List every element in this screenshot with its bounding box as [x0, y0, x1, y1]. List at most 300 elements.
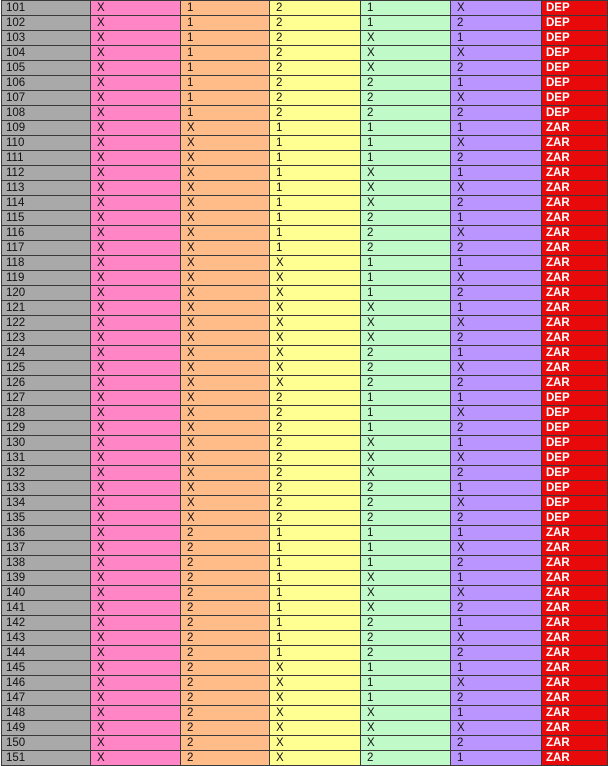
result-cell[interactable]: DEP [542, 421, 608, 436]
row-id-cell[interactable]: 118 [2, 256, 91, 271]
result-cell[interactable]: ZAR [542, 736, 608, 751]
col-e-cell[interactable]: X [451, 451, 542, 466]
col-c-cell[interactable]: X [270, 676, 361, 691]
col-a-cell[interactable]: X [91, 226, 181, 241]
col-a-cell[interactable]: X [91, 166, 181, 181]
col-d-cell[interactable]: 1 [361, 406, 451, 421]
row-id-cell[interactable]: 125 [2, 361, 91, 376]
col-a-cell[interactable]: X [91, 136, 181, 151]
result-cell[interactable]: ZAR [542, 616, 608, 631]
col-e-cell[interactable]: X [451, 46, 542, 61]
row-id-cell[interactable]: 102 [2, 16, 91, 31]
col-c-cell[interactable]: X [270, 331, 361, 346]
col-b-cell[interactable]: X [181, 256, 270, 271]
col-d-cell[interactable]: X [361, 736, 451, 751]
col-b-cell[interactable]: X [181, 136, 270, 151]
col-e-cell[interactable]: X [451, 271, 542, 286]
result-cell[interactable]: ZAR [542, 166, 608, 181]
col-a-cell[interactable]: X [91, 601, 181, 616]
result-cell[interactable]: ZAR [542, 301, 608, 316]
result-cell[interactable]: ZAR [542, 211, 608, 226]
col-b-cell[interactable]: 2 [181, 571, 270, 586]
col-b-cell[interactable]: X [181, 331, 270, 346]
col-a-cell[interactable]: X [91, 556, 181, 571]
col-e-cell[interactable]: X [451, 91, 542, 106]
col-d-cell[interactable]: 2 [361, 481, 451, 496]
col-d-cell[interactable]: X [361, 46, 451, 61]
col-a-cell[interactable]: X [91, 241, 181, 256]
result-cell[interactable]: ZAR [542, 241, 608, 256]
col-b-cell[interactable]: X [181, 151, 270, 166]
col-d-cell[interactable]: 1 [361, 121, 451, 136]
col-e-cell[interactable]: 2 [451, 556, 542, 571]
col-b-cell[interactable]: X [181, 436, 270, 451]
col-b-cell[interactable]: X [181, 391, 270, 406]
col-b-cell[interactable]: X [181, 511, 270, 526]
col-c-cell[interactable]: 2 [270, 91, 361, 106]
col-d-cell[interactable]: 2 [361, 631, 451, 646]
col-d-cell[interactable]: X [361, 331, 451, 346]
col-c-cell[interactable]: 2 [270, 466, 361, 481]
col-e-cell[interactable]: 2 [451, 286, 542, 301]
row-id-cell[interactable]: 130 [2, 436, 91, 451]
col-e-cell[interactable]: X [451, 631, 542, 646]
result-cell[interactable]: DEP [542, 46, 608, 61]
col-c-cell[interactable]: 2 [270, 46, 361, 61]
col-b-cell[interactable]: X [181, 121, 270, 136]
col-a-cell[interactable]: X [91, 61, 181, 76]
col-a-cell[interactable]: X [91, 286, 181, 301]
row-id-cell[interactable]: 137 [2, 541, 91, 556]
col-a-cell[interactable]: X [91, 676, 181, 691]
col-b-cell[interactable]: 2 [181, 631, 270, 646]
row-id-cell[interactable]: 117 [2, 241, 91, 256]
col-a-cell[interactable]: X [91, 181, 181, 196]
result-cell[interactable]: ZAR [542, 271, 608, 286]
col-d-cell[interactable]: 2 [361, 496, 451, 511]
result-cell[interactable]: DEP [542, 106, 608, 121]
col-a-cell[interactable]: X [91, 16, 181, 31]
col-b-cell[interactable]: X [181, 406, 270, 421]
col-d-cell[interactable]: 1 [361, 1, 451, 16]
col-d-cell[interactable]: X [361, 706, 451, 721]
col-a-cell[interactable]: X [91, 466, 181, 481]
col-c-cell[interactable]: 1 [270, 181, 361, 196]
result-cell[interactable]: DEP [542, 496, 608, 511]
col-b-cell[interactable]: X [181, 346, 270, 361]
col-c-cell[interactable]: 1 [270, 646, 361, 661]
col-e-cell[interactable]: 1 [451, 391, 542, 406]
col-d-cell[interactable]: X [361, 571, 451, 586]
col-c-cell[interactable]: X [270, 736, 361, 751]
col-b-cell[interactable]: 2 [181, 661, 270, 676]
result-cell[interactable]: ZAR [542, 661, 608, 676]
row-id-cell[interactable]: 109 [2, 121, 91, 136]
col-b-cell[interactable]: X [181, 451, 270, 466]
col-a-cell[interactable]: X [91, 721, 181, 736]
col-d-cell[interactable]: 1 [361, 526, 451, 541]
result-cell[interactable]: DEP [542, 61, 608, 76]
col-b-cell[interactable]: X [181, 286, 270, 301]
col-c-cell[interactable]: 1 [270, 526, 361, 541]
col-d-cell[interactable]: 2 [361, 646, 451, 661]
col-e-cell[interactable]: X [451, 586, 542, 601]
col-e-cell[interactable]: 1 [451, 31, 542, 46]
col-e-cell[interactable]: X [451, 1, 542, 16]
col-d-cell[interactable]: 1 [361, 136, 451, 151]
col-a-cell[interactable]: X [91, 76, 181, 91]
col-b-cell[interactable]: 1 [181, 1, 270, 16]
col-e-cell[interactable]: 1 [451, 121, 542, 136]
col-c-cell[interactable]: X [270, 346, 361, 361]
col-a-cell[interactable]: X [91, 451, 181, 466]
col-e-cell[interactable]: 2 [451, 736, 542, 751]
col-c-cell[interactable]: 1 [270, 541, 361, 556]
col-a-cell[interactable]: X [91, 526, 181, 541]
col-d-cell[interactable]: X [361, 301, 451, 316]
col-b-cell[interactable]: 2 [181, 601, 270, 616]
col-c-cell[interactable]: 1 [270, 556, 361, 571]
col-a-cell[interactable]: X [91, 46, 181, 61]
row-id-cell[interactable]: 120 [2, 286, 91, 301]
col-e-cell[interactable]: 2 [451, 691, 542, 706]
col-e-cell[interactable]: X [451, 181, 542, 196]
col-e-cell[interactable]: X [451, 316, 542, 331]
row-id-cell[interactable]: 144 [2, 646, 91, 661]
result-cell[interactable]: DEP [542, 76, 608, 91]
col-c-cell[interactable]: 1 [270, 616, 361, 631]
col-c-cell[interactable]: 1 [270, 151, 361, 166]
col-b-cell[interactable]: X [181, 181, 270, 196]
col-e-cell[interactable]: X [451, 721, 542, 736]
row-id-cell[interactable]: 136 [2, 526, 91, 541]
col-e-cell[interactable]: 2 [451, 511, 542, 526]
row-id-cell[interactable]: 141 [2, 601, 91, 616]
result-cell[interactable]: ZAR [542, 346, 608, 361]
result-cell[interactable]: ZAR [542, 226, 608, 241]
row-id-cell[interactable]: 128 [2, 406, 91, 421]
result-cell[interactable]: ZAR [542, 751, 608, 766]
col-a-cell[interactable]: X [91, 421, 181, 436]
row-id-cell[interactable]: 145 [2, 661, 91, 676]
row-id-cell[interactable]: 123 [2, 331, 91, 346]
col-e-cell[interactable]: 1 [451, 571, 542, 586]
result-cell[interactable]: ZAR [542, 526, 608, 541]
col-b-cell[interactable]: 2 [181, 721, 270, 736]
result-cell[interactable]: DEP [542, 31, 608, 46]
result-cell[interactable]: DEP [542, 391, 608, 406]
col-c-cell[interactable]: 2 [270, 451, 361, 466]
col-d-cell[interactable]: X [361, 721, 451, 736]
col-d-cell[interactable]: 1 [361, 391, 451, 406]
col-e-cell[interactable]: 1 [451, 751, 542, 766]
col-c-cell[interactable]: 2 [270, 391, 361, 406]
row-id-cell[interactable]: 149 [2, 721, 91, 736]
row-id-cell[interactable]: 126 [2, 376, 91, 391]
col-d-cell[interactable]: X [361, 451, 451, 466]
col-c-cell[interactable]: 1 [270, 196, 361, 211]
col-a-cell[interactable]: X [91, 256, 181, 271]
col-e-cell[interactable]: 1 [451, 616, 542, 631]
col-e-cell[interactable]: 2 [451, 646, 542, 661]
col-b-cell[interactable]: 2 [181, 646, 270, 661]
row-id-cell[interactable]: 110 [2, 136, 91, 151]
col-c-cell[interactable]: 1 [270, 631, 361, 646]
result-cell[interactable]: ZAR [542, 706, 608, 721]
result-cell[interactable]: ZAR [542, 646, 608, 661]
row-id-cell[interactable]: 101 [2, 1, 91, 16]
col-d-cell[interactable]: 1 [361, 541, 451, 556]
col-b-cell[interactable]: 2 [181, 586, 270, 601]
col-b-cell[interactable]: 2 [181, 541, 270, 556]
col-d-cell[interactable]: X [361, 316, 451, 331]
col-b-cell[interactable]: X [181, 361, 270, 376]
row-id-cell[interactable]: 135 [2, 511, 91, 526]
col-e-cell[interactable]: 1 [451, 481, 542, 496]
col-c-cell[interactable]: 2 [270, 406, 361, 421]
col-b-cell[interactable]: X [181, 271, 270, 286]
col-b-cell[interactable]: 1 [181, 46, 270, 61]
col-b-cell[interactable]: 1 [181, 31, 270, 46]
col-a-cell[interactable]: X [91, 631, 181, 646]
col-d-cell[interactable]: 2 [361, 376, 451, 391]
col-c-cell[interactable]: X [270, 286, 361, 301]
row-id-cell[interactable]: 127 [2, 391, 91, 406]
row-id-cell[interactable]: 146 [2, 676, 91, 691]
col-a-cell[interactable]: X [91, 496, 181, 511]
row-id-cell[interactable]: 129 [2, 421, 91, 436]
result-cell[interactable]: DEP [542, 481, 608, 496]
col-d-cell[interactable]: 1 [361, 556, 451, 571]
col-d-cell[interactable]: 1 [361, 256, 451, 271]
row-id-cell[interactable]: 108 [2, 106, 91, 121]
col-c-cell[interactable]: X [270, 361, 361, 376]
result-cell[interactable]: ZAR [542, 361, 608, 376]
col-e-cell[interactable]: 2 [451, 241, 542, 256]
col-e-cell[interactable]: 1 [451, 661, 542, 676]
col-e-cell[interactable]: 2 [451, 601, 542, 616]
col-a-cell[interactable]: X [91, 331, 181, 346]
col-a-cell[interactable]: X [91, 316, 181, 331]
col-a-cell[interactable]: X [91, 616, 181, 631]
col-c-cell[interactable]: 2 [270, 421, 361, 436]
row-id-cell[interactable]: 121 [2, 301, 91, 316]
col-b-cell[interactable]: X [181, 166, 270, 181]
col-d-cell[interactable]: 1 [361, 16, 451, 31]
col-a-cell[interactable]: X [91, 361, 181, 376]
row-id-cell[interactable]: 150 [2, 736, 91, 751]
col-a-cell[interactable]: X [91, 586, 181, 601]
col-e-cell[interactable]: 1 [451, 526, 542, 541]
result-cell[interactable]: ZAR [542, 256, 608, 271]
col-e-cell[interactable]: X [451, 406, 542, 421]
col-a-cell[interactable]: X [91, 736, 181, 751]
col-e-cell[interactable]: 2 [451, 466, 542, 481]
col-c-cell[interactable]: 1 [270, 166, 361, 181]
col-c-cell[interactable]: 2 [270, 31, 361, 46]
col-b-cell[interactable]: X [181, 421, 270, 436]
result-cell[interactable]: DEP [542, 436, 608, 451]
result-cell[interactable]: ZAR [542, 571, 608, 586]
col-a-cell[interactable]: X [91, 511, 181, 526]
row-id-cell[interactable]: 132 [2, 466, 91, 481]
result-cell[interactable]: DEP [542, 16, 608, 31]
result-cell[interactable]: ZAR [542, 376, 608, 391]
result-cell[interactable]: DEP [542, 466, 608, 481]
col-d-cell[interactable]: 1 [361, 661, 451, 676]
col-d-cell[interactable]: X [361, 31, 451, 46]
col-a-cell[interactable]: X [91, 106, 181, 121]
col-e-cell[interactable]: 2 [451, 376, 542, 391]
col-c-cell[interactable]: 1 [270, 211, 361, 226]
col-b-cell[interactable]: X [181, 316, 270, 331]
col-e-cell[interactable]: 1 [451, 436, 542, 451]
col-a-cell[interactable]: X [91, 151, 181, 166]
result-cell[interactable]: ZAR [542, 631, 608, 646]
col-d-cell[interactable]: 1 [361, 676, 451, 691]
result-cell[interactable]: ZAR [542, 316, 608, 331]
col-a-cell[interactable]: X [91, 661, 181, 676]
col-c-cell[interactable]: X [270, 376, 361, 391]
row-id-cell[interactable]: 131 [2, 451, 91, 466]
col-c-cell[interactable]: 1 [270, 586, 361, 601]
col-e-cell[interactable]: 1 [451, 346, 542, 361]
col-e-cell[interactable]: 2 [451, 61, 542, 76]
row-id-cell[interactable]: 148 [2, 706, 91, 721]
col-a-cell[interactable]: X [91, 301, 181, 316]
col-b-cell[interactable]: 2 [181, 676, 270, 691]
row-id-cell[interactable]: 111 [2, 151, 91, 166]
col-c-cell[interactable]: 1 [270, 571, 361, 586]
col-d-cell[interactable]: 2 [361, 76, 451, 91]
col-d-cell[interactable]: X [361, 181, 451, 196]
col-b-cell[interactable]: 1 [181, 106, 270, 121]
result-cell[interactable]: ZAR [542, 196, 608, 211]
col-c-cell[interactable]: 2 [270, 511, 361, 526]
result-cell[interactable]: ZAR [542, 676, 608, 691]
col-b-cell[interactable]: 2 [181, 526, 270, 541]
col-b-cell[interactable]: 1 [181, 61, 270, 76]
col-e-cell[interactable]: 1 [451, 706, 542, 721]
row-id-cell[interactable]: 134 [2, 496, 91, 511]
row-id-cell[interactable]: 103 [2, 31, 91, 46]
col-b-cell[interactable]: X [181, 376, 270, 391]
col-e-cell[interactable]: 2 [451, 106, 542, 121]
col-d-cell[interactable]: X [361, 601, 451, 616]
row-id-cell[interactable]: 106 [2, 76, 91, 91]
col-b-cell[interactable]: 1 [181, 76, 270, 91]
col-e-cell[interactable]: 1 [451, 256, 542, 271]
result-cell[interactable]: DEP [542, 451, 608, 466]
col-b-cell[interactable]: 2 [181, 691, 270, 706]
col-c-cell[interactable]: 2 [270, 16, 361, 31]
col-a-cell[interactable]: X [91, 406, 181, 421]
col-e-cell[interactable]: X [451, 361, 542, 376]
col-e-cell[interactable]: 2 [451, 16, 542, 31]
row-id-cell[interactable]: 114 [2, 196, 91, 211]
col-b-cell[interactable]: X [181, 211, 270, 226]
row-id-cell[interactable]: 107 [2, 91, 91, 106]
col-a-cell[interactable]: X [91, 391, 181, 406]
col-e-cell[interactable]: 2 [451, 421, 542, 436]
col-d-cell[interactable]: 2 [361, 241, 451, 256]
col-b-cell[interactable]: 1 [181, 16, 270, 31]
col-c-cell[interactable]: X [270, 691, 361, 706]
col-c-cell[interactable]: X [270, 316, 361, 331]
col-d-cell[interactable]: X [361, 436, 451, 451]
col-a-cell[interactable]: X [91, 691, 181, 706]
col-b-cell[interactable]: 2 [181, 556, 270, 571]
col-a-cell[interactable]: X [91, 346, 181, 361]
col-a-cell[interactable]: X [91, 436, 181, 451]
col-e-cell[interactable]: 1 [451, 211, 542, 226]
row-id-cell[interactable]: 140 [2, 586, 91, 601]
row-id-cell[interactable]: 104 [2, 46, 91, 61]
col-d-cell[interactable]: 2 [361, 226, 451, 241]
col-d-cell[interactable]: 2 [361, 511, 451, 526]
col-d-cell[interactable]: X [361, 196, 451, 211]
col-c-cell[interactable]: 2 [270, 436, 361, 451]
col-b-cell[interactable]: X [181, 226, 270, 241]
col-b-cell[interactable]: 2 [181, 616, 270, 631]
col-d-cell[interactable]: 2 [361, 91, 451, 106]
col-b-cell[interactable]: X [181, 481, 270, 496]
col-c-cell[interactable]: 2 [270, 481, 361, 496]
result-cell[interactable]: ZAR [542, 286, 608, 301]
col-a-cell[interactable]: X [91, 31, 181, 46]
row-id-cell[interactable]: 138 [2, 556, 91, 571]
col-a-cell[interactable]: X [91, 751, 181, 766]
col-d-cell[interactable]: 1 [361, 151, 451, 166]
result-cell[interactable]: ZAR [542, 181, 608, 196]
col-d-cell[interactable]: 1 [361, 421, 451, 436]
row-id-cell[interactable]: 124 [2, 346, 91, 361]
col-d-cell[interactable]: 1 [361, 271, 451, 286]
col-d-cell[interactable]: 2 [361, 616, 451, 631]
col-d-cell[interactable]: 2 [361, 106, 451, 121]
col-c-cell[interactable]: X [270, 301, 361, 316]
row-id-cell[interactable]: 115 [2, 211, 91, 226]
col-e-cell[interactable]: 2 [451, 331, 542, 346]
result-cell[interactable]: DEP [542, 406, 608, 421]
col-a-cell[interactable]: X [91, 91, 181, 106]
row-id-cell[interactable]: 122 [2, 316, 91, 331]
col-d-cell[interactable]: X [361, 166, 451, 181]
col-c-cell[interactable]: 1 [270, 121, 361, 136]
col-b-cell[interactable]: X [181, 496, 270, 511]
col-c-cell[interactable]: 1 [270, 241, 361, 256]
col-c-cell[interactable]: 1 [270, 226, 361, 241]
row-id-cell[interactable]: 112 [2, 166, 91, 181]
col-b-cell[interactable]: X [181, 301, 270, 316]
result-cell[interactable]: ZAR [542, 721, 608, 736]
row-id-cell[interactable]: 139 [2, 571, 91, 586]
result-cell[interactable]: ZAR [542, 151, 608, 166]
row-id-cell[interactable]: 142 [2, 616, 91, 631]
result-cell[interactable]: ZAR [542, 586, 608, 601]
result-cell[interactable]: DEP [542, 1, 608, 16]
col-b-cell[interactable]: 2 [181, 706, 270, 721]
result-cell[interactable]: ZAR [542, 556, 608, 571]
col-c-cell[interactable]: 1 [270, 601, 361, 616]
col-d-cell[interactable]: 2 [361, 346, 451, 361]
result-cell[interactable]: ZAR [542, 691, 608, 706]
result-cell[interactable]: ZAR [542, 136, 608, 151]
row-id-cell[interactable]: 113 [2, 181, 91, 196]
row-id-cell[interactable]: 119 [2, 271, 91, 286]
col-b-cell[interactable]: 2 [181, 736, 270, 751]
result-cell[interactable]: ZAR [542, 121, 608, 136]
